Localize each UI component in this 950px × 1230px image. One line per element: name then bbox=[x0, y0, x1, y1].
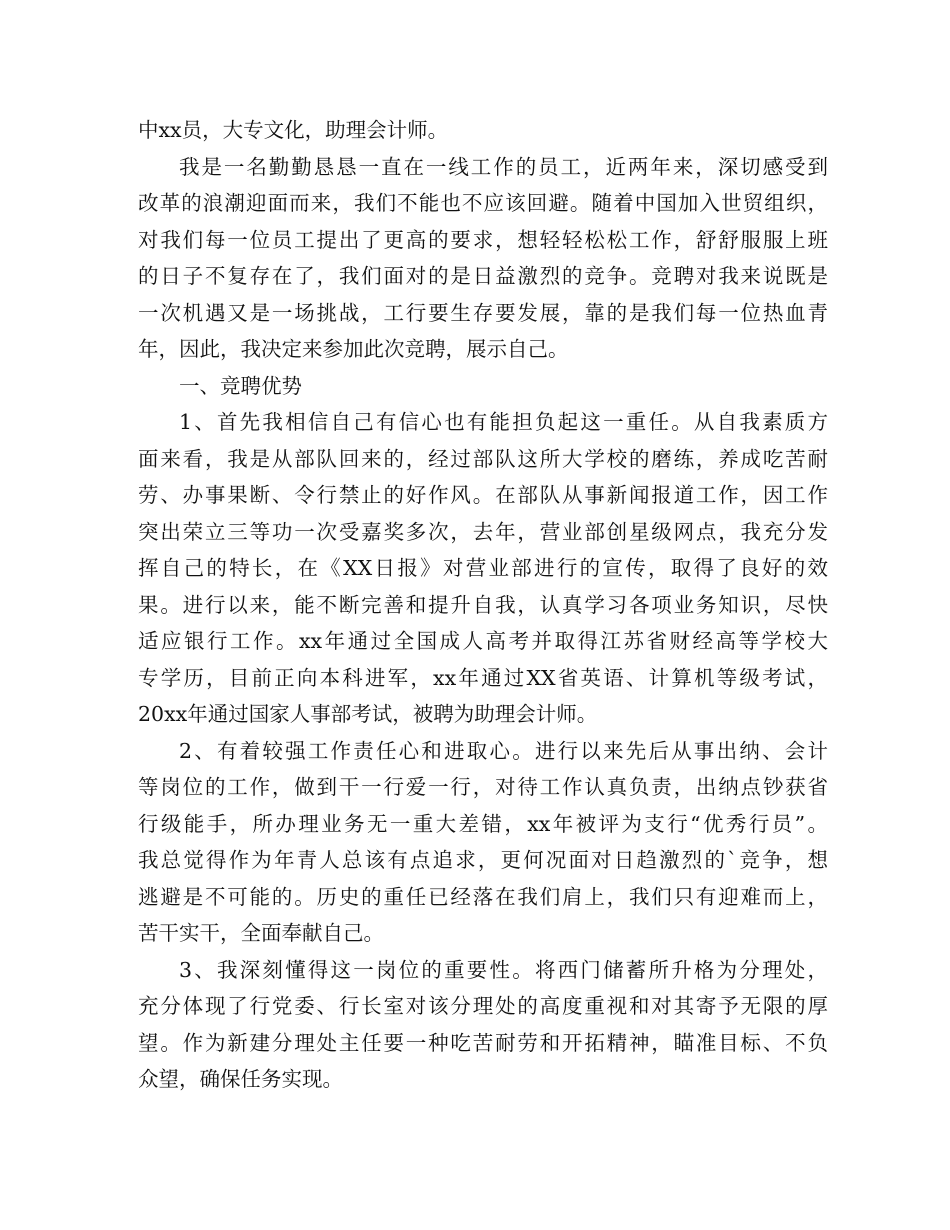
text-line: 适应银行工作。xx年通过全国成人高考并取得江苏省财经高等学校大 bbox=[138, 629, 828, 653]
text-line: 面来看，我是从部队回来的，经过部队这所大学校的磨练，养成吃苦耐 bbox=[138, 446, 828, 471]
text-line: 3、我深刻懂得这一岗位的重要性。将西门储蓄所升格为分理处， bbox=[179, 957, 828, 982]
text-line: 年，因此，我决定来参加此次竞聘，展示自己。 bbox=[138, 337, 569, 361]
text-line: 中xx员，大专文化，助理会计师。 bbox=[138, 118, 449, 142]
text-line: 果。进行以来，能不断完善和提升自我，认真学习各项业务知识，尽快 bbox=[138, 592, 828, 617]
text-line: 望。作为新建分理处主任要一种吃苦耐劳和开拓精神，瞄准目标、不负 bbox=[138, 1030, 828, 1055]
text-line: 20xx年通过国家人事部考试，被聘为助理会计师。 bbox=[138, 702, 598, 726]
text-line: 挥自己的特长，在《XX日报》对营业部进行的宣传，取得了良好的效 bbox=[138, 556, 828, 580]
text-line: 充分体现了行党委、行长室对该分理处的高度重视和对其寄予无限的厚 bbox=[138, 994, 828, 1018]
text-line: 对我们每一位员工提出了更高的要求，想轻轻松松工作，舒舒服服上班 bbox=[138, 227, 828, 252]
text-line: 众望，确保任务实现。 bbox=[138, 1067, 343, 1091]
text-line: 苦干实干，全面奉献自己。 bbox=[138, 921, 384, 945]
text-line: 突出荣立三等功一次受嘉奖多次，去年，营业部创星级网点，我充分发 bbox=[138, 519, 828, 544]
text-line: 我总觉得作为年青人总该有点追求，更何况面对日趋激烈的`竞争，想 bbox=[138, 848, 828, 872]
document-body bbox=[138, 112, 828, 1098]
text-line: 一、竞聘优势 bbox=[179, 373, 302, 398]
text-line: 劳、办事果断、令行禁止的好作风。在部队从事新闻报道工作，因工作 bbox=[138, 483, 828, 507]
text-line: 等岗位的工作，做到干一行爱一行，对待工作认真负责，出纳点钞获省 bbox=[138, 775, 828, 799]
text-line: 我是一名勤勤恳恳一直在一线工作的员工，近两年来，深切感受到 bbox=[179, 154, 828, 179]
text-line: 的日子不复存在了，我们面对的是日益激烈的竞争。竞聘对我来说既是 bbox=[138, 264, 828, 288]
text-line: 1、首先我相信自己有信心也有能担负起这一重任。从自我素质方 bbox=[179, 410, 828, 434]
text-line: 改革的浪潮迎面而来，我们不能也不应该回避。随着中国加入世贸组织， bbox=[138, 191, 828, 215]
text-line: 行级能手，所办理业务无一重大差错，xx年被评为支行“优秀行员”。 bbox=[138, 811, 828, 836]
text-line: 专学历，目前正向本科进军，xx年通过XX省英语、计算机等级考试， bbox=[138, 665, 828, 690]
text-line: 逃避是不可能的。历史的重任已经落在我们肩上，我们只有迎难而上， bbox=[138, 884, 828, 909]
text-line: 2、有着较强工作责任心和进取心。进行以来先后从事出纳、会计 bbox=[179, 738, 828, 763]
text-line: 一次机遇又是一场挑战，工行要生存要发展，靠的是我们每一位热血青 bbox=[138, 300, 828, 325]
